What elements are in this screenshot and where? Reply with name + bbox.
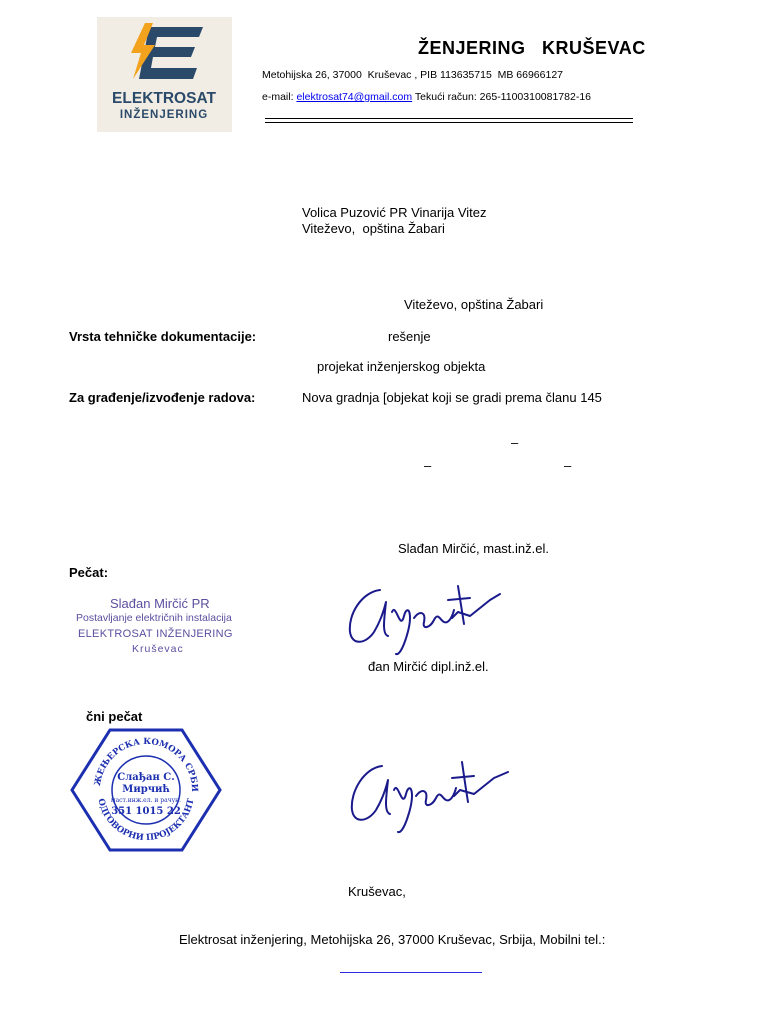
company-stamp	[70, 592, 270, 662]
logo-brand-line1: ELEKTROSAT	[112, 90, 216, 107]
engineering-chamber-seal	[70, 728, 222, 857]
location: Viteževo, opština Žabari	[404, 297, 544, 312]
company-address: Metohijska 26, 37000 Kruševac , PIB 113635715 MB 66966127	[262, 69, 564, 81]
logo-brand-line2: INŽENJERING	[119, 109, 209, 121]
stamp-line-2: Postavljanje električnih instalacija	[76, 612, 232, 624]
stamp-line-3: ELEKTROSAT INŽENJERING	[78, 628, 233, 640]
dash-3: –	[564, 458, 572, 473]
company-title: ŽENJERING KRUŠEVAC	[418, 38, 646, 58]
personal-stamp-label: čni pečat	[86, 709, 143, 724]
construction-value: Nova gradnja [objekat koji se gradi prema članu 145	[302, 390, 602, 405]
footer-link-line[interactable]	[340, 972, 482, 973]
seal-top-arc: ЖЕЊЕРСКА КОМОРА СРБИ	[92, 736, 200, 793]
signature-1	[340, 572, 510, 667]
designer-name: đan Mirčić dipl.inž.el.	[368, 659, 489, 674]
stamp-line-1: Slađan Mirčić PR	[110, 596, 210, 611]
email-link[interactable]: elektrosat74@gmail.com	[296, 91, 413, 103]
seal-name-line2: Мирчић	[122, 784, 170, 795]
seal-title: маст.инж.ел. и рачун.	[110, 797, 182, 804]
construction-label: Za građenje/izvođenje radova:	[69, 390, 256, 405]
dash-1: –	[511, 435, 519, 450]
header-divider-top	[265, 118, 633, 119]
doc-type-subvalue: projekat inženjerskog objekta	[317, 359, 486, 374]
doc-type-label: Vrsta tehničke dokumentacije:	[69, 329, 257, 344]
seal-number: 351 1015 22	[111, 806, 181, 817]
seal-name-line1: Слађан С.	[117, 772, 175, 783]
seal-bottom-arc: ОДГОВОРНИ ПРОЈЕКТАНТ	[95, 797, 197, 844]
responsible-engineer: Slađan Mirčić, mast.inž.el.	[398, 541, 549, 556]
account-number: Tekući račun: 265-1100310081782-16	[414, 91, 591, 103]
header-divider-bottom	[265, 122, 633, 123]
recipient-name: Volica Puzović PR Vinarija Vitez	[302, 205, 487, 220]
stamp-line-4: Kruševac	[132, 643, 184, 655]
doc-type-value: rešenje	[388, 329, 431, 344]
email-line	[262, 91, 591, 103]
signature-2	[342, 748, 517, 848]
stamp-label: Pečat:	[69, 565, 109, 580]
city: Kruševac,	[348, 884, 406, 899]
footer-text: Elektrosat inženjering, Metohijska 26, 37000 Kruševac, Srbija, Mobilni tel.:	[179, 932, 606, 947]
company-logo	[97, 17, 232, 132]
email-label: e-mail:	[262, 91, 294, 103]
recipient-place: Viteževo, opština Žabari	[302, 221, 445, 236]
dash-2: –	[424, 458, 432, 473]
